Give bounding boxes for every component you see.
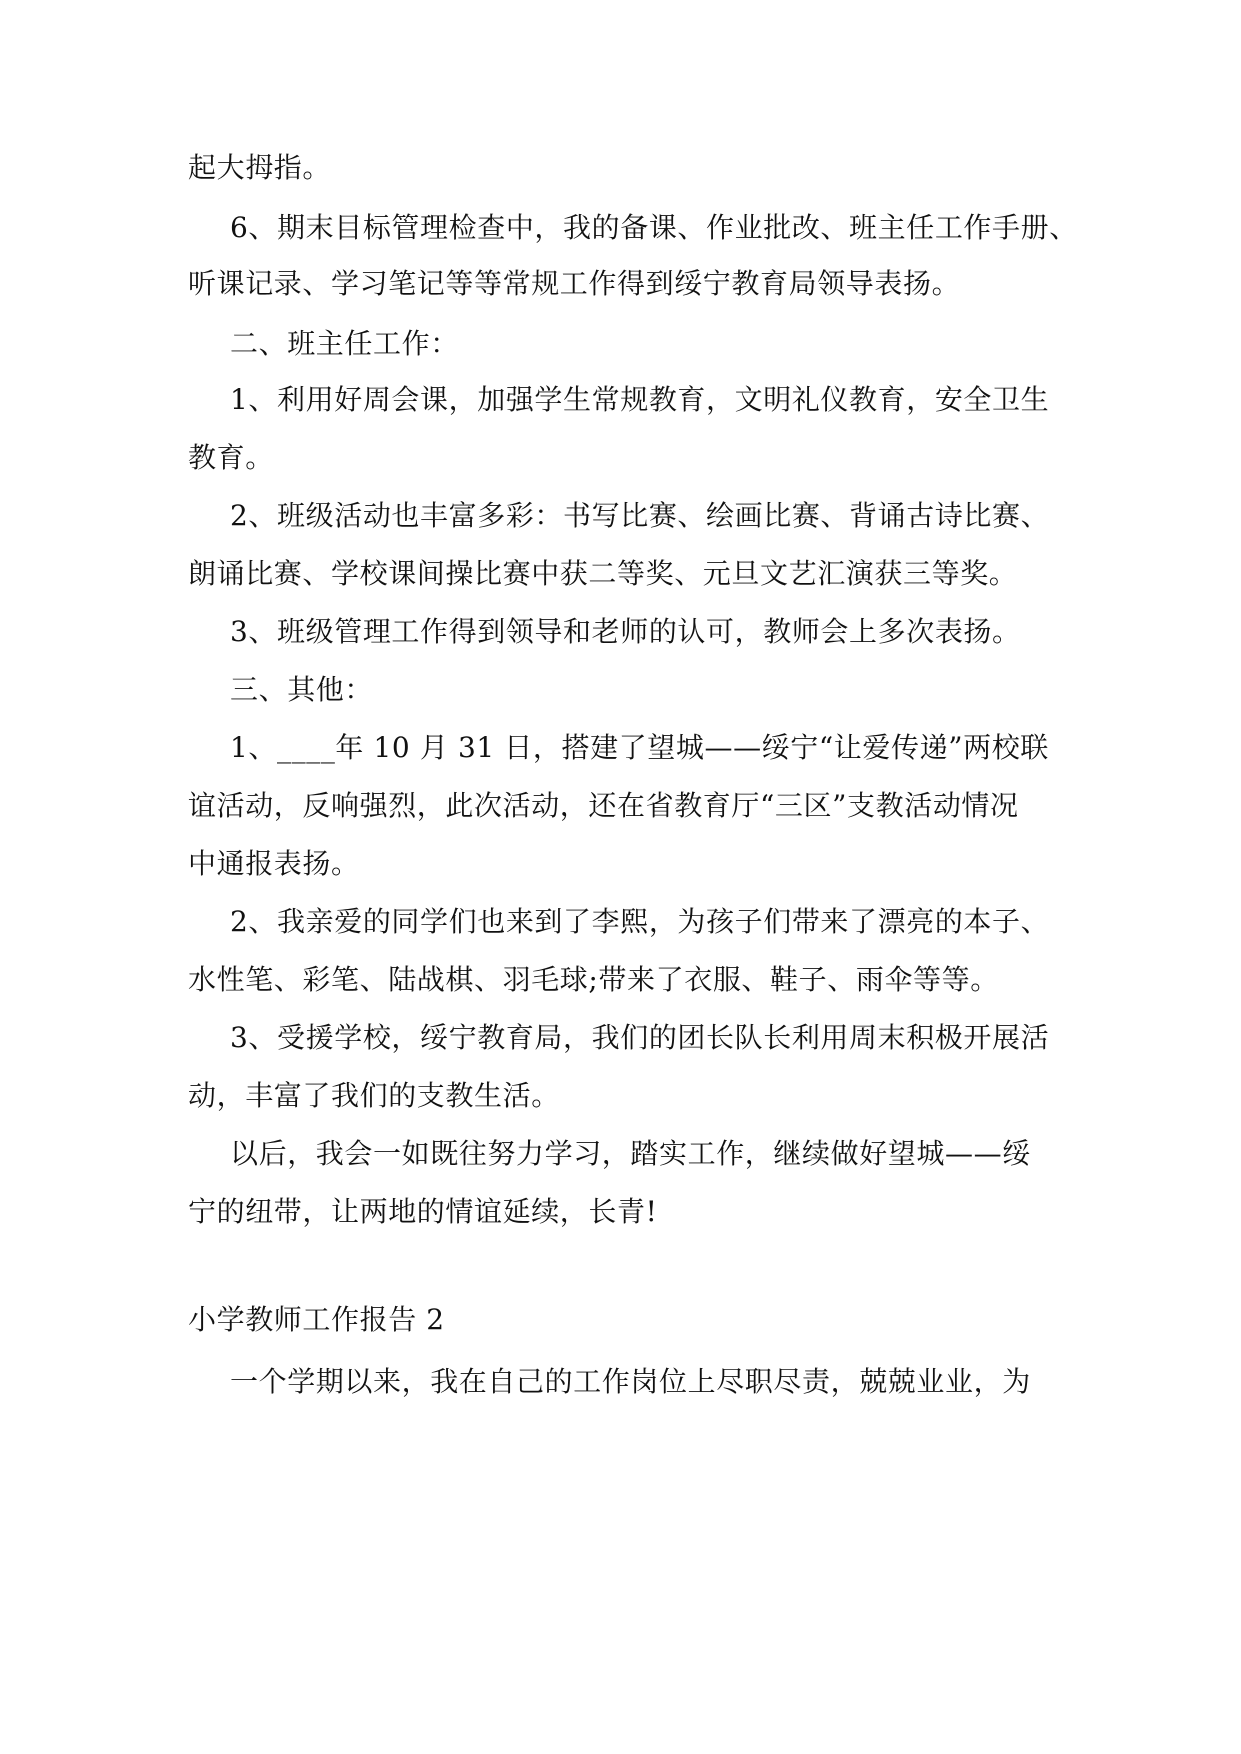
report-title: 小学教师工作报告 2: [188, 1303, 445, 1336]
text-line: 1、利用好周会课，加强学生常规教育，文明礼仪教育，安全卫生: [230, 383, 1050, 416]
text-line: 水性笔、彩笔、陆战棋、羽毛球;带来了衣服、鞋子、雨伞等等。: [188, 963, 999, 996]
text-line: 起大拇指。: [188, 151, 332, 184]
text-line: 宁的纽带，让两地的情谊延续，长青!: [188, 1195, 658, 1228]
text-line: 听课记录、学习笔记等等常规工作得到绥宁教育局领导表扬。: [188, 267, 961, 300]
text-line: 6、期末目标管理检查中，我的备课、作业批改、班主任工作手册、: [230, 211, 1078, 244]
text-line: 一个学期以来，我在自己的工作岗位上尽职尽责，兢兢业业，为: [230, 1365, 1031, 1398]
text-line: 2、班级活动也丰富多彩：书写比赛、绘画比赛、背诵古诗比赛、: [230, 499, 1050, 532]
text-line: 1、____年 10 月 31 日，搭建了望城——绥宁“让爱传递”两校联: [230, 731, 1049, 764]
text-line: 中通报表扬。: [188, 847, 360, 880]
text-line: 教育。: [188, 441, 274, 474]
text-line: 2、我亲爱的同学们也来到了李熙，为孩子们带来了漂亮的本子、: [230, 905, 1050, 938]
text-line: 朗诵比赛、学校课间操比赛中获二等奖、元旦文艺汇演获三等奖。: [188, 557, 1018, 590]
text-line: 3、班级管理工作得到领导和老师的认可，教师会上多次表扬。: [230, 615, 1021, 648]
text-line: 动，丰富了我们的支教生活。: [188, 1079, 560, 1112]
text-line: 以后，我会一如既往努力学习，踏实工作，继续做好望城——绥: [230, 1137, 1031, 1170]
text-line: 3、受援学校，绥宁教育局，我们的团长队长利用周末积极开展活: [230, 1021, 1050, 1054]
section-heading: 三、其他：: [230, 673, 374, 706]
text-line: 谊活动，反响强烈，此次活动，还在省教育厅“三区”支教活动情况: [188, 789, 1019, 822]
section-heading: 二、班主任工作：: [230, 327, 459, 360]
